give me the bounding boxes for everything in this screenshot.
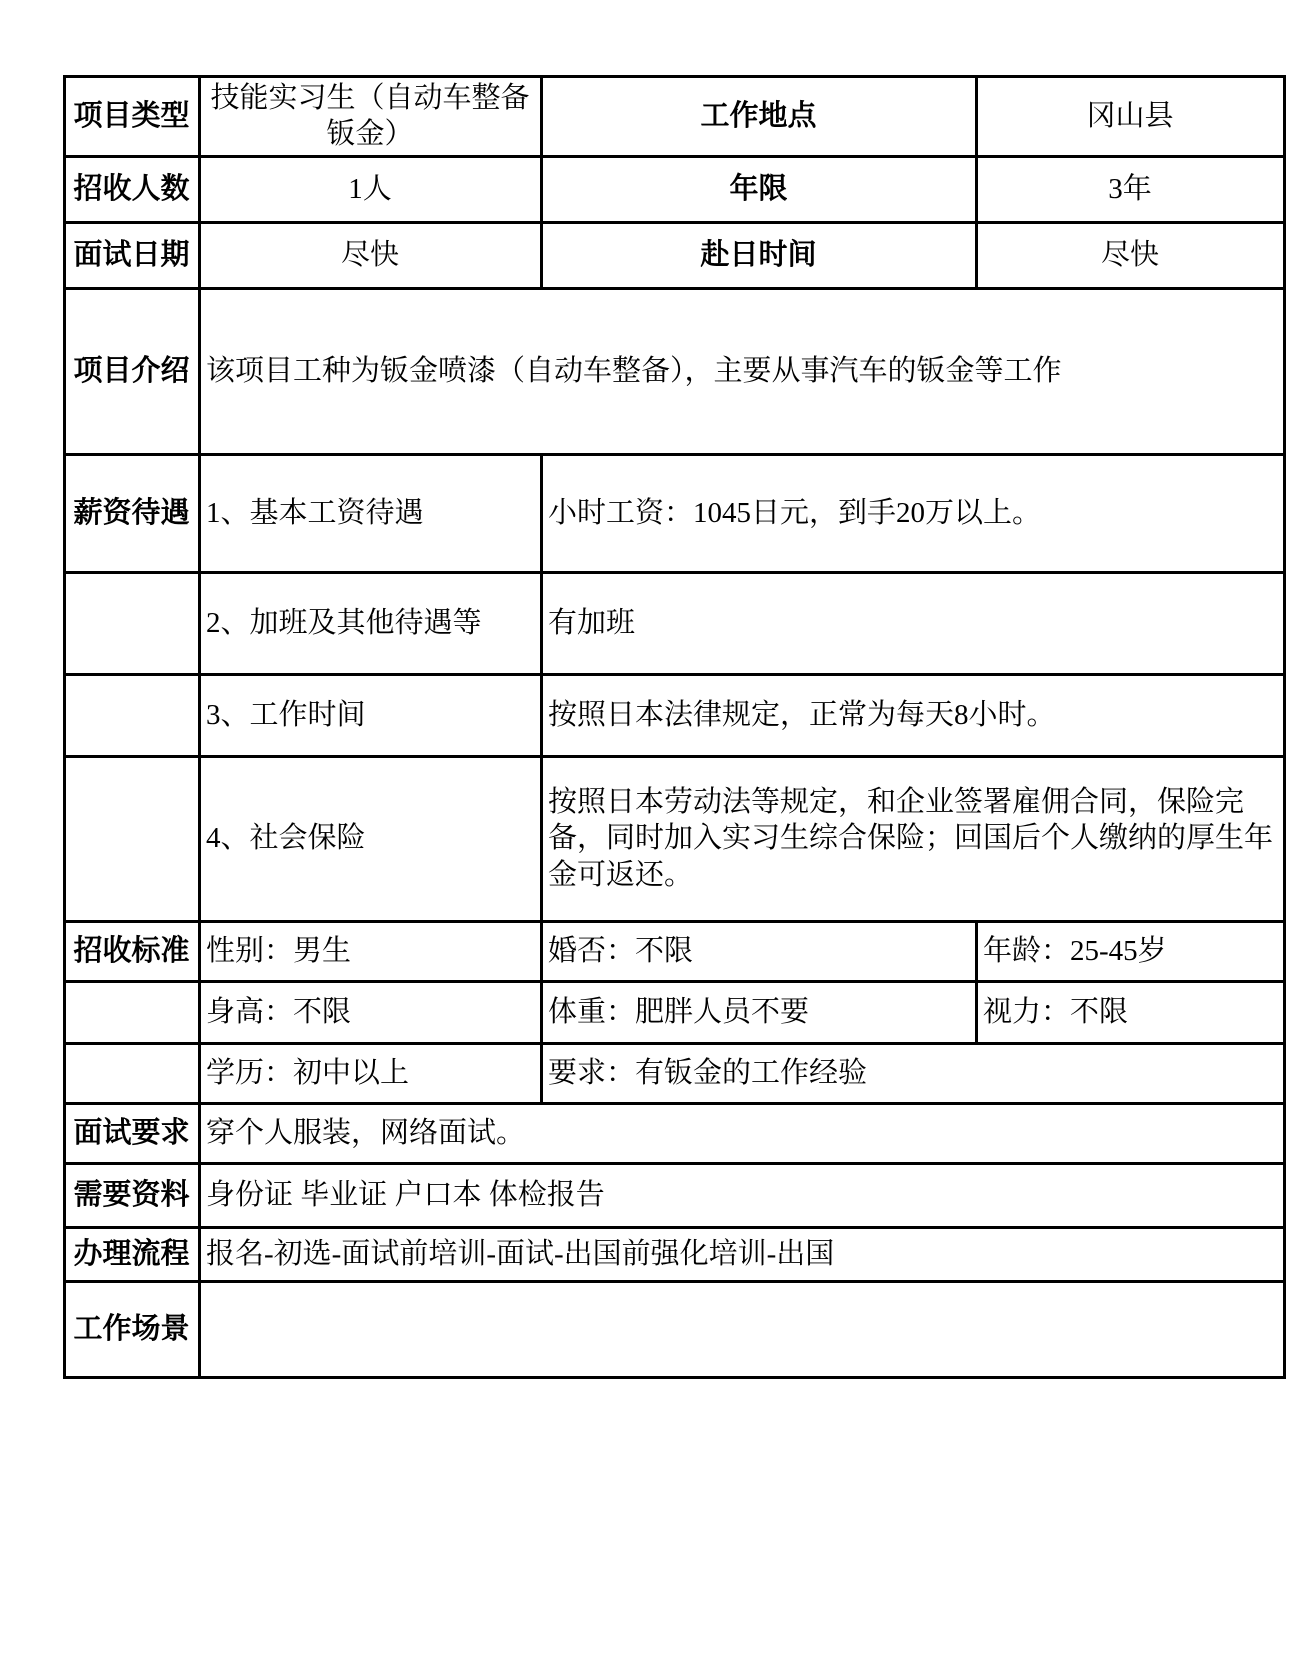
cell-departure-time-label: 赴日时间 [542,222,977,288]
cell-salary-item-overtime: 2、加班及其他待遇等 [200,572,542,674]
cell-salary-hours-content: 按照日本法律规定，正常为每天8小时。 [542,674,1285,756]
row-salary-basic [65,454,1285,572]
row-project-intro [65,288,1285,454]
cell-criteria-spacer-2 [65,1043,200,1103]
cell-departure-time-value: 尽快 [977,222,1285,288]
row-project-type [65,77,1285,157]
cell-project-intro-label: 项目介绍 [65,288,200,454]
row-salary-overtime [65,572,1285,674]
cell-salary-spacer-2 [65,674,200,756]
row-criteria-gender [65,921,1285,981]
cell-criteria-spacer-1 [65,981,200,1043]
cell-salary-item-hours: 3、工作时间 [200,674,542,756]
cell-duration-label: 年限 [542,156,977,222]
cell-salary-spacer-3 [65,756,200,921]
row-interview-requirements [65,1103,1285,1163]
cell-criteria-height: 身高：不限 [200,981,542,1043]
cell-criteria-weight: 体重：肥胖人员不要 [542,981,977,1043]
cell-required-documents-label: 需要资料 [65,1163,200,1227]
cell-salary-overtime-content: 有加班 [542,572,1285,674]
cell-project-type-value: 技能实习生（自动车整备钣金） [200,77,542,157]
cell-interview-requirements-label: 面试要求 [65,1103,200,1163]
row-interview-date [65,222,1285,288]
row-work-scene [65,1281,1285,1377]
cell-salary-item-basic: 1、基本工资待遇 [200,454,542,572]
cell-process-label: 办理流程 [65,1227,200,1281]
cell-recruit-count-value: 1人 [200,156,542,222]
cell-work-location-value: 冈山县 [977,77,1285,157]
cell-salary-item-insurance: 4、社会保险 [200,756,542,921]
cell-interview-requirements-content: 穿个人服装，网络面试。 [200,1103,1285,1163]
recruitment-table-sheet [63,75,1286,1379]
row-salary-insurance [65,756,1285,921]
cell-project-type-label: 项目类型 [65,77,200,157]
cell-interview-date-label: 面试日期 [65,222,200,288]
row-criteria-body [65,981,1285,1043]
row-criteria-education [65,1043,1285,1103]
cell-criteria-requirement: 要求：有钣金的工作经验 [542,1043,1285,1103]
cell-salary-spacer-1 [65,572,200,674]
cell-salary-label: 薪资待遇 [65,454,200,572]
cell-criteria-label: 招收标准 [65,921,200,981]
cell-criteria-education: 学历：初中以上 [200,1043,542,1103]
cell-required-documents-content: 身份证 毕业证 户口本 体检报告 [200,1163,1285,1227]
cell-criteria-marriage: 婚否：不限 [542,921,977,981]
cell-recruit-count-label: 招收人数 [65,156,200,222]
row-salary-hours [65,674,1285,756]
cell-duration-value: 3年 [977,156,1285,222]
row-process [65,1227,1285,1281]
cell-criteria-gender: 性别：男生 [200,921,542,981]
cell-interview-date-value: 尽快 [200,222,542,288]
row-required-documents [65,1163,1285,1227]
cell-criteria-age: 年龄：25-45岁 [977,921,1285,981]
cell-work-location-label: 工作地点 [542,77,977,157]
cell-salary-insurance-content: 按照日本劳动法等规定，和企业签署雇佣合同，保险完备，同时加入实习生综合保险；回国后个人缴纳的厚生年金可返还。 [542,756,1285,921]
recruitment-info-table [63,75,1286,1379]
row-recruit-count [65,156,1285,222]
cell-project-intro-content: 该项目工种为钣金喷漆（自动车整备），主要从事汽车的钣金等工作 [200,288,1285,454]
cell-work-scene-label: 工作场景 [65,1281,200,1377]
cell-salary-basic-content: 小时工资：1045日元，到手20万以上。 [542,454,1285,572]
cell-criteria-vision: 视力：不限 [977,981,1285,1043]
cell-process-content: 报名-初选-面试前培训-面试-出国前强化培训-出国 [200,1227,1285,1281]
cell-work-scene-content [200,1281,1285,1377]
